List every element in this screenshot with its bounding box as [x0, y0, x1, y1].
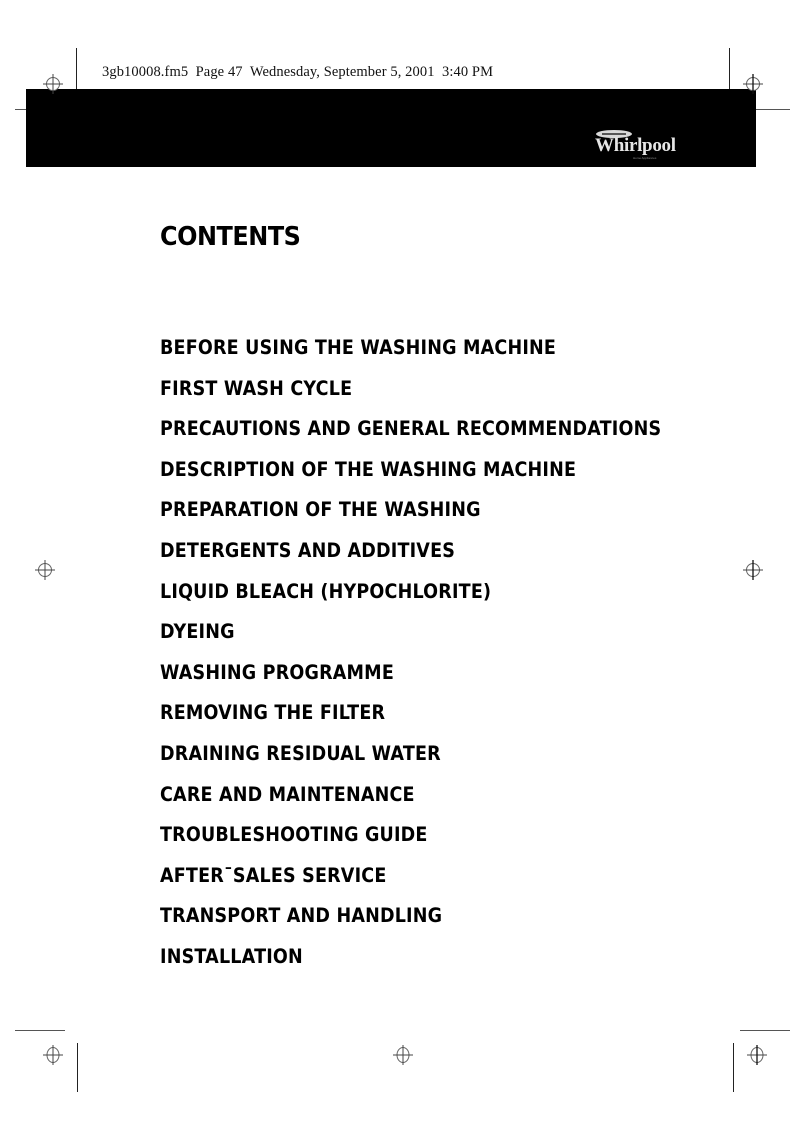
toc-item-detergents[interactable]: DETERGENTS AND ADDITIVES: [160, 538, 456, 562]
toc-item-precautions[interactable]: PRECAUTIONS AND GENERAL RECOMMENDATIONS: [160, 417, 662, 441]
registration-mark-icon: [392, 1044, 414, 1066]
toc-item-liquid-bleach[interactable]: LIQUID BLEACH (HYPOCHLORITE): [160, 579, 492, 603]
toc-item-installation[interactable]: INSTALLATION: [160, 944, 303, 968]
toc-item-after-sales[interactable]: AFTER¯SALES SERVICE: [160, 863, 387, 887]
toc-item-dyeing[interactable]: DYEING: [160, 620, 235, 644]
toc-item-draining-water[interactable]: DRAINING RESIDUAL WATER: [160, 741, 441, 765]
toc-item-care-maintenance[interactable]: CARE AND MAINTENANCE: [160, 782, 415, 806]
crop-mark-bottom-left-vertical: [77, 1043, 78, 1092]
toc-item-transport[interactable]: TRANSPORT AND HANDLING: [160, 904, 443, 928]
crop-mark-top-right-vertical: [729, 48, 730, 89]
crop-mark-top-left-horizontal: [15, 109, 26, 110]
registration-mark-icon: [42, 1044, 64, 1066]
toc-item-preparation[interactable]: PREPARATION OF THE WASHING: [160, 498, 481, 522]
crop-mark-top-left-vertical: [76, 48, 77, 89]
crop-mark-bottom-right-vertical: [733, 1043, 734, 1092]
toc-item-first-wash-cycle[interactable]: FIRST WASH CYCLE: [160, 376, 353, 400]
toc-item-washing-programme[interactable]: WASHING PROGRAMME: [160, 660, 394, 684]
crop-mark-bottom-left-horizontal: [15, 1030, 65, 1031]
registration-mark-icon: [42, 73, 64, 95]
table-of-contents: [160, 336, 717, 986]
toc-item-description[interactable]: DESCRIPTION OF THE WASHING MACHINE: [160, 457, 577, 481]
crop-mark-bottom-right-horizontal: [740, 1030, 790, 1031]
registration-mark-icon: [742, 559, 764, 581]
toc-item-removing-filter[interactable]: REMOVING THE FILTER: [160, 701, 386, 725]
toc-item-troubleshooting[interactable]: TROUBLESHOOTING GUIDE: [160, 823, 428, 847]
logo-brand-text: Whirlpool: [595, 135, 676, 156]
registration-mark-icon: [746, 1044, 768, 1066]
toc-item-before-using[interactable]: BEFORE USING THE WASHING MACHINE: [160, 336, 557, 359]
crop-mark-top-right-horizontal: [756, 109, 790, 110]
whirlpool-logo: [593, 130, 683, 162]
registration-mark-icon: [742, 73, 764, 95]
page-title: CONTENTS: [160, 222, 301, 252]
registration-mark-icon: [34, 559, 56, 581]
logo-tagline: Home Appliances: [633, 156, 657, 160]
print-slug-header: 3gb10008.fm5 Page 47 Wednesday, September 5, 2001 3:40 PM: [102, 64, 494, 80]
